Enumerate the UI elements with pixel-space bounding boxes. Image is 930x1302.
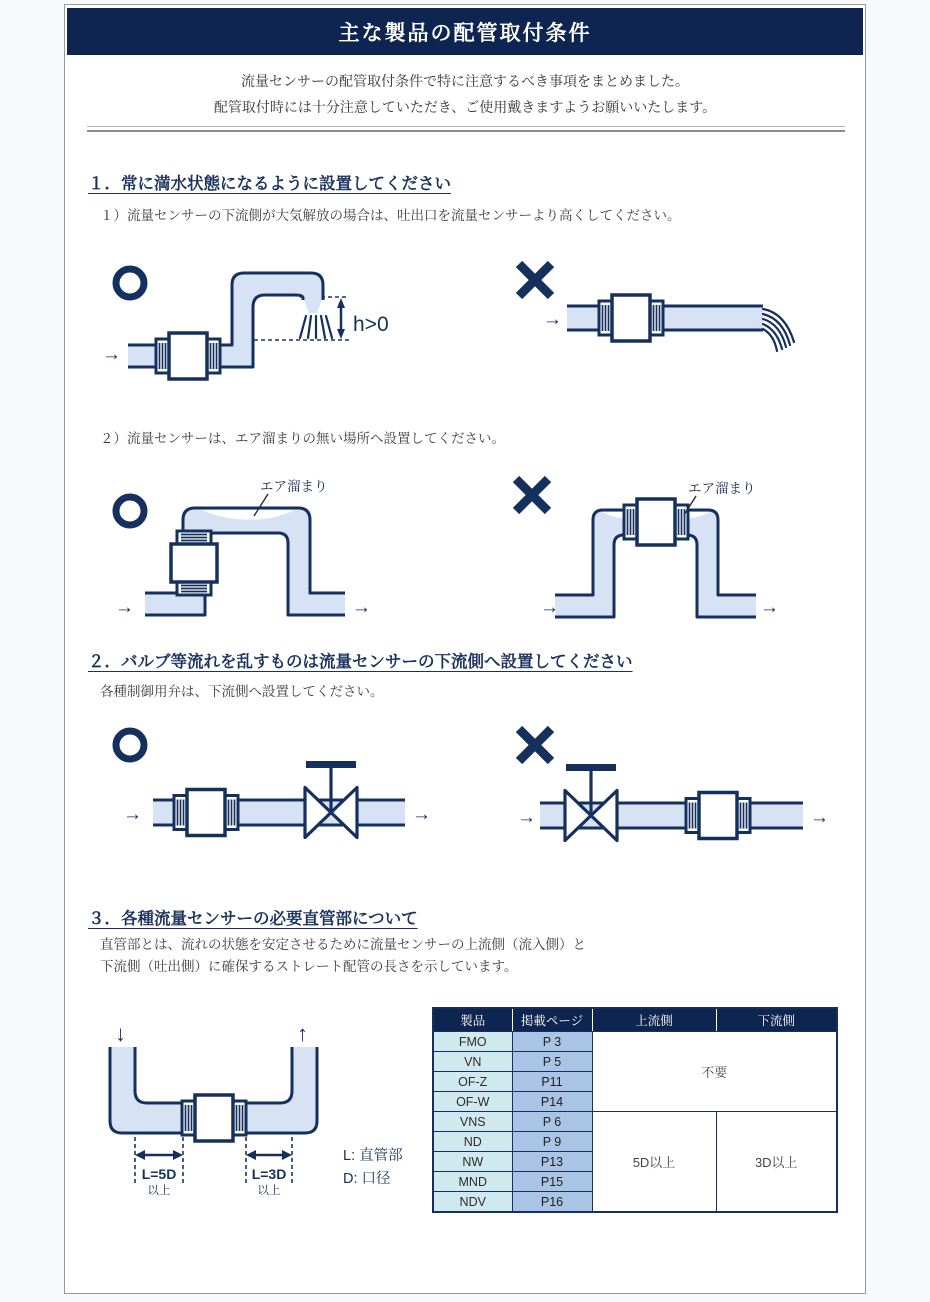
legend-straight-run: L: 直管部 bbox=[343, 1148, 403, 1164]
section1-item2: ２）流量センサーは、エア溜まりの無い場所へ設置してください。 bbox=[100, 431, 505, 446]
intro-line-2: 配管取付時には十分注意していただき、ご使用戴きますようお願いいたします。 bbox=[213, 99, 717, 115]
control-valve bbox=[305, 765, 357, 838]
product-cell: OF-W bbox=[433, 1092, 512, 1112]
flow-in-arrow: → bbox=[540, 597, 559, 618]
document-page bbox=[64, 4, 866, 1294]
product-cell: OF-Z bbox=[433, 1072, 512, 1092]
flow-sensor-vertical bbox=[171, 531, 217, 595]
section3-body bbox=[100, 934, 586, 978]
ng-mark bbox=[516, 479, 548, 511]
section1-item1: １）流量センサーの下流側が大気解放の場合は、吐出口を流量センサーより高くしてください。 bbox=[100, 208, 681, 223]
intro-text bbox=[65, 68, 865, 120]
flow-in-arrow: → bbox=[102, 344, 121, 365]
product-cell: MND bbox=[433, 1172, 512, 1192]
col-header-downstream: 下流側 bbox=[716, 1008, 837, 1032]
diagram-valve-ng bbox=[505, 717, 845, 862]
page-cell: P 6 bbox=[512, 1112, 592, 1132]
flow-out-arrow: → bbox=[810, 807, 829, 828]
air-pocket-label: エア溜まり bbox=[688, 481, 756, 496]
flow-sensor bbox=[686, 793, 750, 839]
product-cell: NDV bbox=[433, 1192, 512, 1213]
col-header-product: 製品 bbox=[433, 1008, 512, 1032]
diagram-full-water-ok bbox=[90, 248, 460, 403]
page-cell: P 5 bbox=[512, 1052, 592, 1072]
page-cell: P16 bbox=[512, 1192, 592, 1213]
upstream-length-label: L=5D bbox=[141, 1166, 177, 1182]
col-header-upstream: 上流側 bbox=[592, 1008, 716, 1032]
flow-in-arrow: → bbox=[115, 597, 134, 618]
page-cell: P 3 bbox=[512, 1032, 592, 1052]
product-cell: NW bbox=[433, 1152, 512, 1172]
col-header-page: 掲載ページ bbox=[512, 1008, 592, 1032]
downstream-length-label: L=3D bbox=[251, 1166, 287, 1182]
downstream-min-label: 以上 bbox=[257, 1185, 281, 1197]
requirement-cell-none: 不要 bbox=[592, 1032, 837, 1112]
flow-out-arrow: → bbox=[352, 597, 371, 618]
page-cell: P15 bbox=[512, 1172, 592, 1192]
water-jet bbox=[304, 300, 322, 313]
ok-mark bbox=[116, 731, 144, 759]
pipe-fill bbox=[567, 306, 763, 330]
section2-heading: ２．バルブ等流れを乱すものは流量センサーの下流側へ設置してください bbox=[88, 653, 633, 671]
diagram-air-pocket-ok bbox=[90, 463, 480, 633]
section3-body-line1: 直管部とは、流れの状態を安定させるために流量センサーの上流側（流入側）と bbox=[100, 937, 586, 952]
flow-in-arrow: → bbox=[517, 807, 536, 828]
flow-in-arrow: → bbox=[123, 804, 142, 825]
double-divider bbox=[87, 126, 845, 132]
section2-body: 各種制御用弁は、下流側へ設置してください。 bbox=[100, 684, 384, 699]
flow-up-arrow: ↑ bbox=[297, 1021, 308, 1046]
product-cell: ND bbox=[433, 1132, 512, 1152]
flow-out-arrow: → bbox=[760, 597, 779, 618]
air-pocket-label: エア溜まり bbox=[260, 479, 328, 494]
upstream-min-label: 以上 bbox=[147, 1185, 171, 1197]
table-row bbox=[433, 1112, 837, 1132]
ok-mark bbox=[116, 497, 144, 525]
height-label: h>0 bbox=[353, 313, 389, 336]
page-cell: P13 bbox=[512, 1152, 592, 1172]
flow-down-arrow: ↓ bbox=[115, 1021, 126, 1046]
straight-run-table bbox=[432, 1007, 838, 1213]
flow-sensor bbox=[182, 1095, 246, 1141]
flow-sensor bbox=[624, 499, 688, 545]
water-spray bbox=[300, 316, 332, 338]
requirement-cell-downstream: 3D以上 bbox=[716, 1112, 837, 1213]
diagram-full-water-ng bbox=[505, 248, 845, 403]
control-valve bbox=[565, 768, 617, 841]
intro-line-1: 流量センサーの配管取付条件で特に注意するべき事項をまとめました。 bbox=[241, 73, 689, 89]
table-header-row bbox=[433, 1008, 837, 1032]
flow-sensor bbox=[599, 295, 663, 341]
section1-heading: １．常に満水状態になるように設置してください bbox=[88, 175, 451, 193]
flow-in-arrow: → bbox=[543, 309, 562, 330]
page-cell: P14 bbox=[512, 1092, 592, 1112]
page-cell: P 9 bbox=[512, 1132, 592, 1152]
ng-mark bbox=[519, 729, 551, 761]
ng-mark bbox=[519, 264, 551, 296]
flow-sensor bbox=[156, 333, 220, 379]
legend-diameter: D: 口径 bbox=[343, 1171, 391, 1187]
requirement-cell-upstream: 5D以上 bbox=[592, 1112, 716, 1213]
diagram-straight-run bbox=[93, 1003, 433, 1198]
page-cell: P11 bbox=[512, 1072, 592, 1092]
flow-sensor bbox=[174, 790, 238, 836]
falling-water bbox=[763, 309, 794, 351]
diagram-air-pocket-ng bbox=[510, 463, 840, 633]
flow-out-arrow: → bbox=[412, 804, 431, 825]
product-cell: FMO bbox=[433, 1032, 512, 1052]
table-row bbox=[433, 1032, 837, 1052]
section3-heading: ３．各種流量センサーの必要直管部について bbox=[88, 910, 418, 928]
product-cell: VN bbox=[433, 1052, 512, 1072]
product-cell: VNS bbox=[433, 1112, 512, 1132]
ok-mark bbox=[116, 269, 144, 297]
diagram-valve-ok bbox=[90, 717, 480, 862]
page-title: 主な製品の配管取付条件 bbox=[67, 8, 863, 55]
section3-body-line2: 下流側（吐出側）に確保するストレート配管の長さを示しています。 bbox=[100, 959, 518, 974]
